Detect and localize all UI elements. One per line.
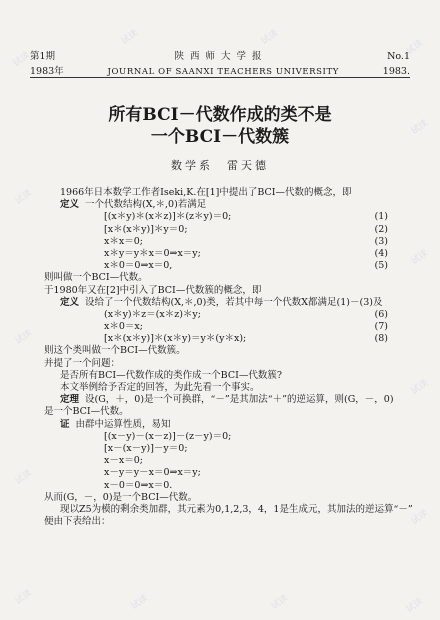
equation-number: (8) [374,333,388,345]
equation-number: (2) [374,223,388,235]
proof [44,419,388,431]
watermark: 试读 [13,588,35,607]
definition-keyword: 定义 [60,296,80,308]
paragraph: 1966年日本数学工作者Iseki,K.在[1]中提出了BCI—代数的概念，即 [60,187,352,198]
equation-7: x＊0＝x; (7) [104,321,388,333]
watermark: 试读 [13,328,35,347]
watermark: 试读 [404,596,426,615]
watermark: 试读 [269,593,291,612]
definition-text: 设给了一个代数结构(X,＊,0)类，若其中每一个代数X都满足(1)－(3)及 [85,296,383,308]
paragraph: 则叫做一个BCI—代数。 [44,272,148,284]
title-line-2: 一个BCI－代数簇 [150,127,290,147]
equation-6: (x＊y)＊z＝(x＊z)＊y; (6) [104,308,388,320]
watermark: 试读 [13,188,35,207]
watermark: 试读 [409,508,431,527]
theorem-keyword: 定理 [60,394,80,406]
proof-keyword: 证 [60,418,70,430]
paper-body [44,187,413,528]
definition-text: 一个代数结构(X,＊,0)若满足 [85,199,207,211]
title-line-1: 所有BCI－代数作成的类不是 [108,105,332,125]
issue-number: No.1 [387,51,410,62]
group-equation-2: [x－(x－y)]－y＝0; [104,442,188,454]
issue-label: 第1期 [30,51,56,62]
paper-title [0,104,440,148]
paragraph: 现以Z5为模的剩余类加群，其元素为0,1,2,3，4，1是生成元，其加法的逆运算“－” [60,503,413,515]
equation-number: (5) [374,260,388,272]
equation-number: (4) [374,247,388,259]
watermark: 试读 [119,28,141,47]
definition-2 [44,297,388,309]
paragraph: 本文举例给予否定的回答，为此先看一个事实。 [60,382,260,393]
year-label: 1983年 [30,66,64,77]
proof-text: 由群中运算性质，易知 [75,418,171,430]
equation-5: x＊0＝0⇒x＝0, (5) [104,260,388,272]
theorem [44,394,394,406]
year-number: 1983. [382,66,410,77]
equation-number: (1) [374,211,388,223]
definition-keyword: 定义 [60,199,80,211]
watermark: 试读 [404,38,426,57]
paragraph: 于1980年又在[2]中引入了BCI—代数簇的概念，即 [44,284,262,296]
journal-header [30,48,410,78]
equation-3: x＊x＝0; (3) [104,235,388,247]
equation-number: (3) [374,235,388,247]
theorem-text: 设(G，＋，0)是一个可换群，“－”是其加法“＋”的逆运算，则(G，－，0) [85,394,394,406]
paragraph: 则这个类叫做一个BCI—代数簇。 [44,345,186,357]
paragraph: 是一个BCI—代数。 [44,406,129,418]
watermark: 试读 [409,378,431,397]
equation-4: x＊y＝y＊x＝0⇒x＝y; (4) [104,247,388,259]
watermark: 试读 [11,50,33,69]
equation-number: (6) [374,308,388,320]
definition-1 [44,199,388,211]
group-equation-4: x－y＝y－x＝0⇒x＝y; [104,467,201,479]
equation-1: [(x＊y)＊(x＊z)]＊(z＊y)＝0; (1) [104,211,388,223]
group-equation-5: x－0＝0⇒x＝0. [104,479,173,491]
equation-8: [x＊(x＊y)]＊(x＊y)＝y＊(y＊x); (8) [104,333,388,345]
equation-number: (7) [374,321,388,333]
group-equation-1: [(x－y)－(x－z)]－(z－y)＝0; [104,430,232,442]
equation-2: [x＊(x＊y)]＊y＝0; (2) [104,223,388,235]
watermark: 试读 [129,593,151,612]
header-rule [30,77,410,78]
question: 是否所有BCI—代数作成的类作成一个BCI—代数簇? [60,369,282,381]
watermark: 试读 [409,248,431,267]
watermark: 试读 [409,118,431,137]
watermark: 试读 [259,28,281,47]
watermark: 试读 [13,468,35,487]
group-equation-3: x－x＝0; [104,455,143,467]
paragraph: 便由下表给出： [44,516,111,528]
journal-name-cn: 陕西师大学报 [174,51,268,62]
paragraph: 从而(G，－，0)是一个BCI—代数。 [44,491,198,503]
author-line: 数学系 雷天德 [171,159,269,172]
paragraph: 并提了一个问题： [44,357,121,369]
journal-name-en: JOURNAL OF SAANXI TEACHERS UNIVERSITY [107,67,339,77]
